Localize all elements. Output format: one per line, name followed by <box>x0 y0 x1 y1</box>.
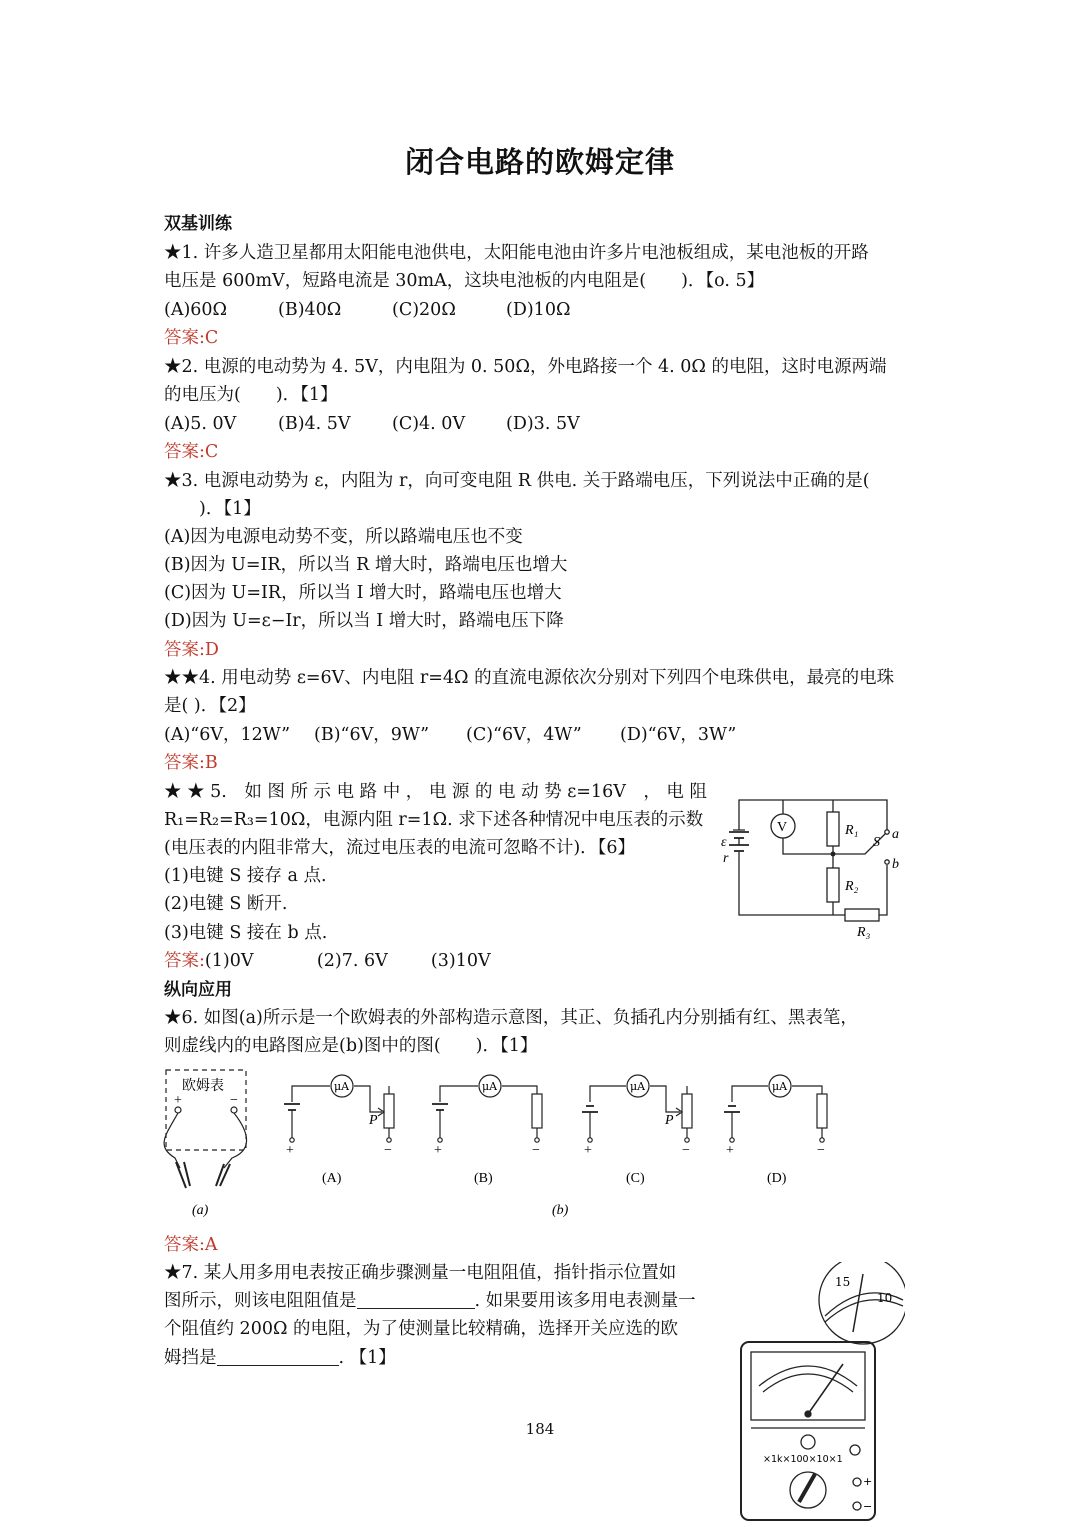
q6-meter-label-b: μA <box>482 1080 498 1093</box>
q5-part-2: (2)电键 S 断开. <box>164 894 288 914</box>
q6-caption-b: (b) <box>552 1203 569 1218</box>
q5-emf-label: ε <box>721 835 727 850</box>
q4-option-a: (A)“6V，12W” <box>164 725 291 745</box>
q6-label-a: (A) <box>322 1171 342 1186</box>
q1-option-c: (C)20Ω <box>392 300 456 320</box>
page-number: 184 <box>525 1420 555 1438</box>
q5-line1: ★ ★ 5. 如 图 所 示 电 路 中 ， 电 源 的 电 动 势 ε=16V ， 电 阻 <box>164 782 707 802</box>
q6-red-probe <box>176 1162 190 1188</box>
q4-line2: 是( )．【2】 <box>164 696 256 716</box>
q7-ohm-adjust <box>850 1445 860 1455</box>
q6-meter-label-d: μA <box>772 1080 788 1093</box>
q5-line2: R₁=R₂=R₃=10Ω，电源内阻 r=1Ω. 求下述各种情况中电压表的示数 <box>164 810 704 830</box>
q6-d-plus: + <box>726 1143 734 1158</box>
q7-range-labels: ×1k×100×10×1 <box>763 1454 843 1465</box>
q3-option-a: (A)因为电源电动势不变，所以路端电压也不变 <box>164 527 523 547</box>
q5-answer <box>164 948 491 974</box>
q2-line2: 的电压为( )．【1】 <box>164 385 338 405</box>
q7-line1: ★7. 某人用多用电表按正确步骤测量一电阻阻值，指针指示位置如 <box>164 1263 677 1283</box>
q7-minus-jack <box>853 1502 861 1510</box>
q5-switch-label: S <box>873 835 880 850</box>
q7-plus-label: + <box>863 1475 873 1488</box>
q7-line2-end: . 如果要用该多用电表测量一 <box>474 1291 696 1311</box>
section-basic-training: 双基训练 <box>164 214 232 234</box>
q7-dial-arc <box>759 1366 857 1386</box>
q6-plus-jack-label: + <box>174 1093 182 1108</box>
q1-answer: 答案:C <box>164 328 219 348</box>
q7-line4-start: 姆挡是 <box>164 1348 217 1368</box>
q1-line2: 电压是 600mV，短路电流是 30mA，这块电池板的内电阻是( )．【o. 5】 <box>164 271 765 291</box>
q7-minus-label: − <box>863 1500 873 1513</box>
q7-line2 <box>164 1288 696 1314</box>
q6-p-label-a: P <box>369 1113 378 1128</box>
q6-box-label: 欧姆表 <box>182 1078 224 1094</box>
q3-line2: )．【1】 <box>164 499 261 519</box>
q5-resistor-r3 <box>845 909 879 921</box>
q2-options <box>164 411 620 437</box>
q3-answer: 答案:D <box>164 640 219 660</box>
q5-r-label: r <box>723 851 729 866</box>
q6-label-c: (C) <box>626 1171 645 1186</box>
q6-black-lead <box>224 1113 247 1168</box>
q7-scale-15-label: 15 <box>835 1275 851 1289</box>
q5-contact-b <box>885 860 889 864</box>
q5-resistor-r1 <box>827 812 839 846</box>
q4-option-d: (D)“6V，3W” <box>620 725 737 745</box>
q5-part-3: (3)电键 S 接在 b 点. <box>164 923 328 943</box>
q5-voltmeter-label: V <box>777 820 788 835</box>
q5-r3-label: R₃ <box>857 925 871 940</box>
section-applied: 纵向应用 <box>164 980 232 1000</box>
q5-answer-3: (3)10V <box>430 951 491 971</box>
q6-black-probe <box>216 1164 230 1186</box>
q2-option-a: (A)5. 0V <box>164 414 237 434</box>
q7-needle <box>808 1364 843 1414</box>
page-title: 闭合电路的欧姆定律 <box>404 145 675 179</box>
q6-c-minus: − <box>682 1143 690 1158</box>
q4-option-c: (C)“6V，4W” <box>466 725 582 745</box>
q3-option-d: (D)因为 U=ε−Ir，所以当 I 增大时，路端电压下降 <box>164 611 564 631</box>
q1-line1: ★1. 许多人造卫星都用太阳能电池供电，太阳能电池由许多片电池板组成，某电池板的开路 <box>164 243 869 263</box>
q6-figure <box>160 1066 850 1226</box>
q6-a-minus: − <box>384 1143 392 1158</box>
q4-options <box>164 722 736 748</box>
q5-bottom-wire <box>739 852 845 915</box>
q1-option-d: (D)10Ω <box>506 300 571 320</box>
q3-line1: ★3. 电源电动势为 ε，内阻为 r，向可变电阻 R 供电. 关于路端电压，下列说法中正确的是( <box>164 471 870 491</box>
q6-line1: ★6. 如图(a)所示是一个欧姆表的外部构造示意图，其正、负插孔内分别插有红、黑表笔， <box>164 1008 858 1028</box>
q5-r2-label: R₂ <box>845 879 859 894</box>
q6-meter-label-a: μA <box>334 1080 350 1093</box>
q7-scale-10-label: 10 <box>877 1291 893 1305</box>
q5-r1-label: R₁ <box>845 823 859 838</box>
q6-a-plus: + <box>286 1143 294 1158</box>
q5-resistor-r2 <box>827 868 839 902</box>
q7-line2-start: 图所示，则该电阻阻值是 <box>164 1291 357 1311</box>
q7-plus-jack <box>853 1478 861 1486</box>
q6-meter-label-c: μA <box>630 1080 646 1093</box>
q7-multimeter-figure <box>735 1262 905 1524</box>
q6-label-b: (B) <box>474 1171 493 1186</box>
q6-label-d: (D) <box>767 1171 787 1186</box>
q6-red-lead <box>164 1113 180 1168</box>
q7-line4-end: . 【1】 <box>338 1348 396 1368</box>
q7-blank-range[interactable] <box>217 1347 339 1366</box>
q5-top-wire <box>739 800 887 832</box>
q5-circuit-diagram <box>715 790 915 940</box>
q6-b-plus: + <box>434 1143 442 1158</box>
q5-contact-a <box>885 830 889 834</box>
q6-line2: 则虚线内的电路图应是(b)图中的图( )．【1】 <box>164 1036 538 1056</box>
q5-line3: (电压表的内阻非常大，流过电压表的电流可忽略不计)．【6】 <box>164 838 636 858</box>
q2-line1: ★2. 电源的电动势为 4. 5V，内电阻为 0. 50Ω，外电路接一个 4. 0Ω 的电阻，这时电源两端 <box>164 357 887 377</box>
q5-answer-1: (1)0V <box>204 951 254 971</box>
q4-option-b: (B)“6V，9W” <box>314 725 430 745</box>
q7-line3: 个阻值约 200Ω 的电阻，为了使测量比较精确，选择开关应选的欧 <box>164 1319 679 1339</box>
q1-option-b: (B)40Ω <box>278 300 342 320</box>
q2-answer: 答案:C <box>164 442 219 462</box>
q4-answer: 答案:B <box>164 753 218 773</box>
q5-part-1: (1)电键 S 接存 a 点. <box>164 866 327 886</box>
q6-minus-jack-label: − <box>230 1093 238 1108</box>
q6-d-minus: − <box>817 1143 825 1158</box>
q2-option-b: (B)4. 5V <box>278 414 351 434</box>
q1-options <box>164 297 620 323</box>
q5-answer-2: (2)7. 6V <box>316 951 388 971</box>
q6-p-label-c: P <box>665 1113 674 1128</box>
q2-option-d: (D)3. 5V <box>506 414 580 434</box>
q7-meter-window <box>751 1352 865 1420</box>
q3-option-b: (B)因为 U=IR，所以当 R 增大时，路端电压也增大 <box>164 555 568 575</box>
q2-option-c: (C)4. 0V <box>392 414 466 434</box>
q5-b-label: b <box>892 857 899 872</box>
q5-answer-label: 答案: <box>164 951 205 971</box>
q7-line4 <box>164 1345 396 1371</box>
q6-b-minus: − <box>532 1143 540 1158</box>
q6-answer: 答案:A <box>164 1235 218 1255</box>
q7-blank-resistance[interactable] <box>357 1290 475 1309</box>
q6-c-plus: + <box>584 1143 592 1158</box>
q6-caption-a: (a) <box>192 1203 209 1218</box>
q5-a-label: a <box>892 827 899 842</box>
q1-option-a: (A)60Ω <box>164 300 228 320</box>
q4-line1: ★★4. 用电动势 ε=6V、内电阻 r=4Ω 的直流电源依次分别对下列四个电珠供电，最亮的电珠 <box>164 668 895 688</box>
q3-option-c: (C)因为 U=IR，所以当 I 增大时，路端电压也增大 <box>164 583 562 603</box>
